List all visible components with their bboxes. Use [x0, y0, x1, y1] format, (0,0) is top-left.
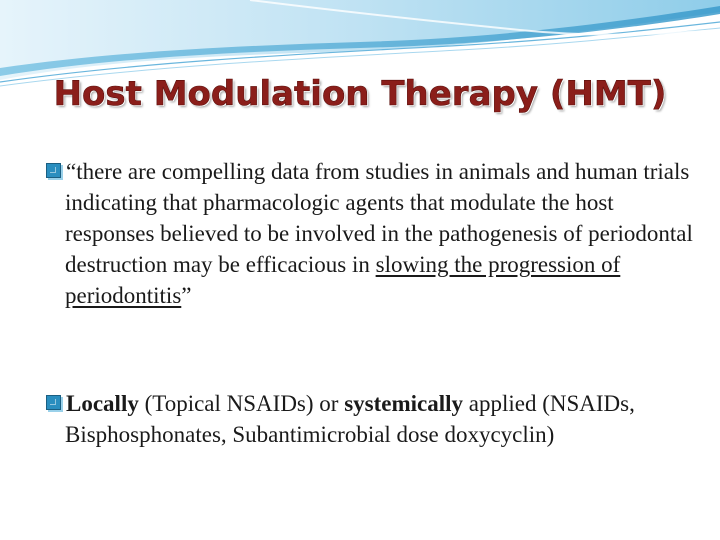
square-bullet-icon — [46, 163, 61, 178]
bullet-2-bold-systemically: systemically — [344, 391, 464, 416]
bullet-item-1 — [46, 156, 695, 311]
bullet-item-2 — [46, 388, 695, 450]
bullet-2-text-1: (Topical NSAIDs) or — [138, 391, 345, 416]
bullet-1-underlined-text: slowing the progression of periodontitis — [65, 252, 621, 308]
bullet-1-text: “there are compelling data from studies in animals and human trials indicating that pharmacologic agents that modulate the host responses believed to be involved in the pathogenesis of periodontal destruction may be efficacious in — [65, 159, 693, 277]
bullet-1-closing-quote: ” — [181, 283, 192, 308]
slide-title: Host Modulation Therapy (HMT) — [53, 74, 667, 114]
bullet-2-bold-locally: Locally — [66, 391, 139, 416]
bullet-2-text-2: applied (NSAIDs, Bisphosphonates, Subantimicrobial dose doxycyclin) — [65, 391, 635, 447]
square-bullet-icon — [46, 395, 61, 410]
